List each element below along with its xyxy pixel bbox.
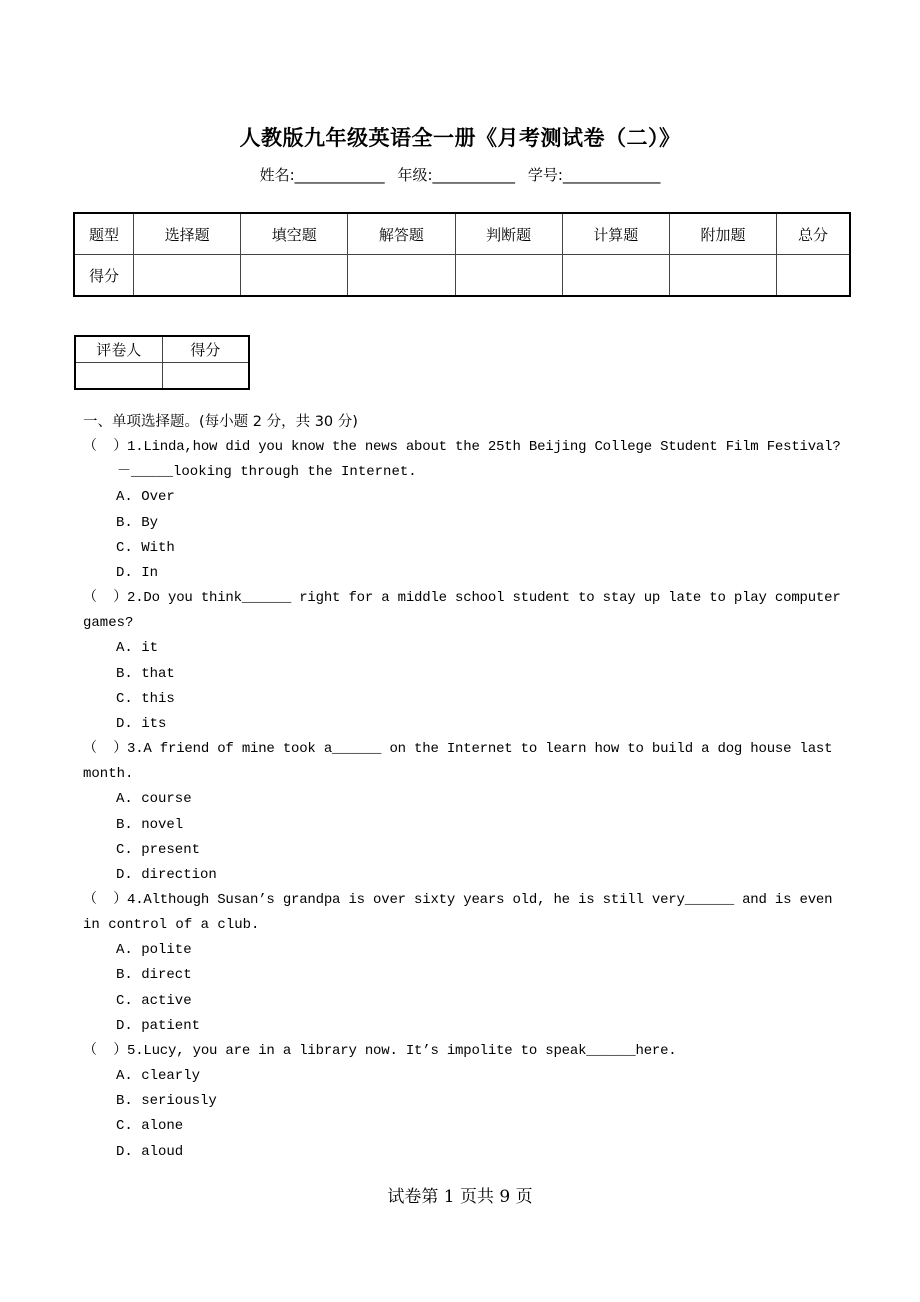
score-cell[interactable]	[455, 255, 562, 297]
student-id-field[interactable]: 学号:_____________	[527, 166, 661, 184]
answer-option: C. With	[116, 539, 175, 556]
score-cell[interactable]	[241, 255, 348, 297]
score-header-cell: 填空题	[241, 213, 348, 255]
answer-option: A. polite	[116, 942, 192, 959]
question-stem: （ ）2.Do you think______ right for a middle school student to stay up late to play computer	[83, 590, 841, 607]
question-stem: （ ）5.Lucy, you are in a library now. It’s impolite to speak______here.	[83, 1042, 677, 1059]
answer-option: B. direct	[116, 967, 192, 984]
answer-option: B. seriously	[116, 1093, 217, 1110]
answer-option: D. direction	[116, 866, 217, 883]
page-footer: 试卷第 1 页共 9 页	[387, 1187, 533, 1207]
answer-option: B. By	[116, 514, 159, 531]
score-header-cell: 附加题	[669, 213, 776, 255]
score-cell[interactable]	[562, 255, 669, 297]
question-stem-continuation: in control of a club.	[83, 917, 260, 934]
score-cell[interactable]	[669, 255, 776, 297]
grader-header: 评卷人	[75, 336, 162, 363]
answer-option: D. patient	[116, 1017, 201, 1034]
score-table-header-row	[74, 213, 850, 255]
answer-option: C. this	[116, 690, 175, 707]
question-stem-continuation: －_____looking through the Internet.	[117, 464, 417, 481]
score-header-cell: 题型	[74, 213, 134, 255]
grade-field[interactable]: 年级:___________	[397, 166, 516, 184]
answer-option: D. aloud	[116, 1143, 184, 1160]
answer-option: B. novel	[116, 816, 184, 833]
question-stem: （ ）3.A friend of mine took a______ on the Internet to learn how to build a dog house last	[83, 741, 833, 758]
score-header-cell: 总分	[777, 213, 850, 255]
student-info	[0, 164, 920, 185]
answer-option: C. active	[116, 992, 192, 1009]
score-header-cell: 选择题	[134, 213, 241, 255]
score-table-score-row	[74, 255, 850, 297]
question-stem: （ ）4.Although Susan’s grandpa is over sixty years old, he is still very______ and is even	[83, 891, 833, 908]
score-header-cell: 计算题	[562, 213, 669, 255]
answer-option: A. clearly	[116, 1068, 201, 1085]
name-field[interactable]: 姓名:____________	[259, 166, 385, 184]
answer-option: C. alone	[116, 1118, 184, 1135]
answer-option: A. course	[116, 791, 192, 808]
answer-option: D. In	[116, 564, 159, 581]
question-section	[83, 410, 883, 1165]
question-stem: （ ）1.Linda,how did you know the news about the 25th Beijing College Student Film Festival?	[83, 439, 841, 456]
score-table	[73, 212, 851, 297]
grader-score-cell[interactable]	[162, 363, 249, 390]
score-header-cell: 判断题	[455, 213, 562, 255]
score-cell[interactable]	[348, 255, 455, 297]
answer-option: A. Over	[116, 489, 175, 506]
score-row-label: 得分	[74, 255, 134, 297]
question-stem-continuation: month.	[83, 766, 134, 783]
answer-option: D. its	[116, 715, 167, 732]
grader-table	[74, 335, 250, 390]
score-header-cell: 解答题	[348, 213, 455, 255]
answer-option: A. it	[116, 640, 159, 657]
section-title: 一、单项选择题。(每小题 2 分，共 30 分)	[83, 414, 358, 430]
page-title: 人教版九年级英语全一册《月考测试卷（二）》	[239, 126, 681, 150]
grader-cell[interactable]	[75, 363, 162, 390]
grader-score-header: 得分	[162, 336, 249, 363]
answer-option: B. that	[116, 665, 175, 682]
question-stem-continuation: games?	[83, 615, 134, 632]
score-cell[interactable]	[134, 255, 241, 297]
score-cell[interactable]	[777, 255, 850, 297]
answer-option: C. present	[116, 841, 201, 858]
